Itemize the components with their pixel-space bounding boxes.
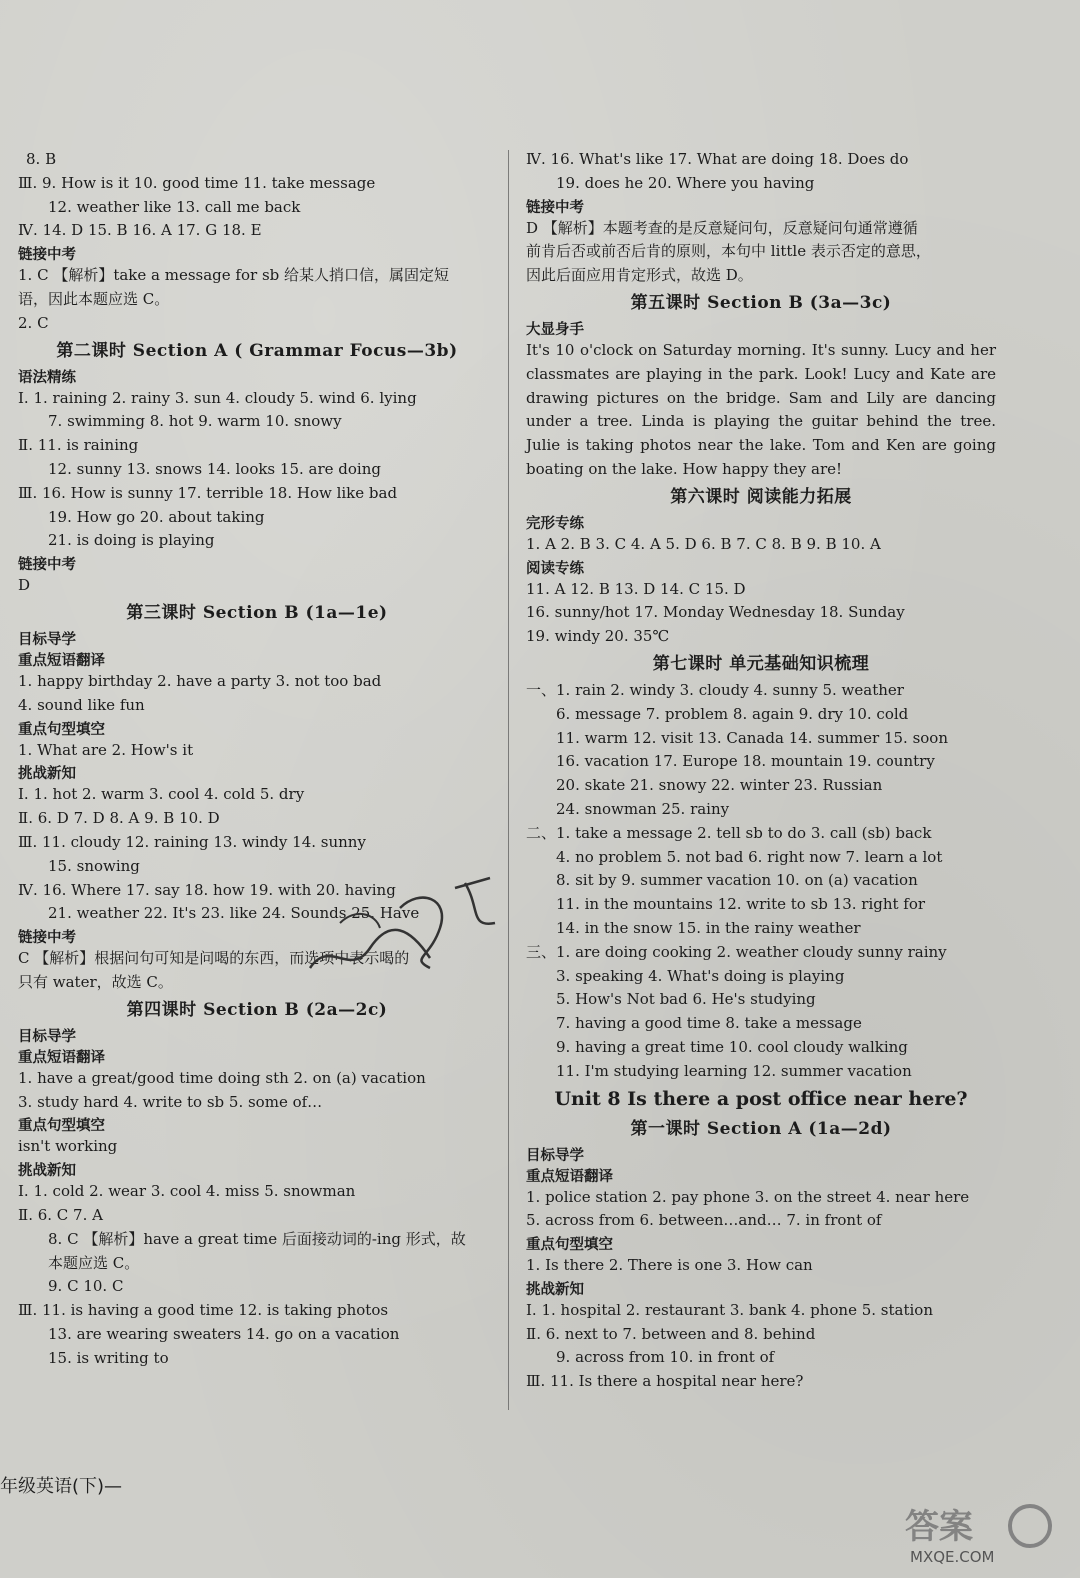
section-label: 链接中考 bbox=[18, 247, 76, 264]
answer-line: 1. A 2. B 3. C 4. A 5. D 6. B 7. C 8. B 9. B 10. A bbox=[526, 534, 881, 553]
answer-line: 21. is doing is playing bbox=[48, 531, 215, 550]
answer-line: 1. police station 2. pay phone 3. on the street 4. near here bbox=[526, 1187, 970, 1206]
answer-line: Ⅳ. 16. Where 17. say 18. how 19. with 20. having bbox=[18, 880, 396, 899]
answer-line: C 【解析】根据问句可知是问喝的东西，而选项中表示喝的 bbox=[18, 949, 410, 968]
answer-line: 11. warm 12. visit 13. Canada 14. summer 15. soon bbox=[556, 728, 948, 747]
answer-line: 6. message 7. problem 8. again 9. dry 10. cold bbox=[556, 704, 909, 723]
footer-title: 年级英语(下)— bbox=[0, 1476, 123, 1497]
answer-line: 7. swimming 8. hot 9. warm 10. snowy bbox=[48, 412, 342, 431]
answer-line: Ⅲ. 11. is having a good time 12. is taking photos bbox=[18, 1301, 389, 1320]
section-heading: 第七课时 单元基础知识梳理 bbox=[652, 653, 870, 674]
answer-line: 3. speaking 4. What's doing is playing bbox=[556, 966, 845, 985]
section-label: 完形专练 bbox=[526, 515, 584, 532]
answer-line: Ⅲ. 11. Is there a hospital near here? bbox=[526, 1372, 804, 1391]
section-label: 重点句型填空 bbox=[18, 721, 105, 738]
section-label: 重点短语翻译 bbox=[526, 1168, 613, 1185]
answer-line: Ⅰ. 1. raining 2. rainy 3. sun 4. cloudy 5. wind 6. lying bbox=[18, 388, 417, 407]
section-label: 重点短语翻译 bbox=[18, 652, 105, 669]
answer-line: 19. does he 20. Where you having bbox=[556, 173, 815, 192]
answer-line: 11. A 12. B 13. D 14. C 15. D bbox=[526, 579, 746, 598]
section-heading: 第二课时 Section A ( Grammar Focus—3b) bbox=[56, 340, 458, 361]
answer-line: 1. Is there 2. There is one 3. How can bbox=[526, 1256, 813, 1275]
answer-line: 16. vacation 17. Europe 18. mountain 19. country bbox=[556, 752, 935, 771]
answer-line: 4. sound like fun bbox=[18, 695, 145, 714]
answer-line: D 【解析】本题考查的是反意疑问句，反意疑问句通常遵循 bbox=[526, 218, 918, 237]
answer-line: Ⅰ. 1. cold 2. wear 3. cool 4. miss 5. snowman bbox=[18, 1182, 356, 1201]
section-heading: 第六课时 阅读能力拓展 bbox=[670, 486, 852, 507]
answer-line: 语，因此本题应选 C。 bbox=[18, 289, 170, 308]
answer-line: 二、1. take a message 2. tell sb to do 3. call (sb) back bbox=[526, 823, 932, 842]
section-heading: 第三课时 Section B (1a—1e) bbox=[126, 602, 388, 623]
answer-line: 21. weather 22. It's 23. like 24. Sounds 25. Have bbox=[48, 904, 420, 923]
watermark-logo bbox=[890, 1500, 1070, 1570]
answer-line: D bbox=[18, 576, 31, 595]
answer-line: 11. in the mountains 12. write to sb 13. right for bbox=[556, 895, 926, 914]
answer-line: 20. skate 21. snowy 22. winter 23. Russian bbox=[556, 776, 883, 795]
answer-line: 一、1. rain 2. windy 3. cloudy 4. sunny 5. weather bbox=[526, 680, 904, 699]
answer-line: 13. are wearing sweaters 14. go on a vacation bbox=[48, 1324, 400, 1343]
answer-line: 15. snowing bbox=[48, 856, 140, 875]
section-label: 大显身手 bbox=[526, 321, 584, 338]
answer-line: 19. How go 20. about taking bbox=[48, 507, 265, 526]
unit-title: Unit 8 Is there a post office near here? bbox=[554, 1087, 968, 1110]
answer-line: 2. C bbox=[18, 313, 49, 332]
answer-line: 12. sunny 13. snows 14. looks 15. are doing bbox=[48, 459, 381, 478]
section-label: 链接中考 bbox=[18, 930, 76, 947]
section-label: 语法精练 bbox=[18, 369, 76, 386]
section-heading: 第四课时 Section B (2a—2c) bbox=[126, 999, 388, 1020]
section-label: 重点句型填空 bbox=[18, 1118, 105, 1135]
answer-line: 9. across from 10. in front of bbox=[556, 1348, 775, 1367]
answer-line: 19. windy 20. 35℃ bbox=[526, 627, 670, 646]
answer-line: 1. C 【解析】take a message for sb 给某人捎口信，属固定短 bbox=[18, 266, 450, 285]
left-column bbox=[18, 148, 496, 1370]
section-label: 目标导学 bbox=[526, 1147, 584, 1164]
answer-line: 4. no problem 5. not bad 6. right now 7. learn a lot bbox=[556, 847, 943, 866]
handwritten-scribble bbox=[280, 868, 510, 988]
svg-text:答案: 答案 bbox=[905, 1507, 973, 1547]
answer-line: Ⅱ. 11. is raining bbox=[18, 436, 139, 455]
answer-line: 15. is writing to bbox=[48, 1348, 169, 1367]
answer-line: 8. sit by 9. summer vacation 10. on (a) vacation bbox=[556, 871, 918, 890]
answer-line: 只有 water，故选 C。 bbox=[18, 972, 173, 991]
answer-line: 11. I'm studying learning 12. summer vacation bbox=[556, 1061, 912, 1080]
svg-text:MXQE.COM: MXQE.COM bbox=[910, 1548, 995, 1566]
section-label: 重点句型填空 bbox=[526, 1237, 613, 1254]
answer-line: 9. C 10. C bbox=[48, 1277, 124, 1296]
section-label: 链接中考 bbox=[526, 199, 584, 216]
answer-line: Ⅱ. 6. C 7. A bbox=[18, 1205, 103, 1224]
section-label: 目标导学 bbox=[18, 1028, 76, 1045]
answer-line: 24. snowman 25. rainy bbox=[556, 799, 730, 818]
answer-line: 9. having a great time 10. cool cloudy walking bbox=[556, 1037, 908, 1056]
section-label: 挑战新知 bbox=[526, 1281, 584, 1298]
answer-line: 3. study hard 4. write to sb 5. some of… bbox=[18, 1092, 323, 1111]
column-divider bbox=[508, 150, 509, 1410]
answer-line: 8. B bbox=[26, 150, 57, 168]
answer-line: Ⅲ. 11. cloudy 12. raining 13. windy 14. sunny bbox=[18, 832, 366, 851]
answer-line: 8. C 【解析】have a great time 后面接动词的-ing 形式，故 bbox=[48, 1229, 466, 1248]
section-label: 阅读专练 bbox=[526, 560, 584, 577]
answer-line: 因此后面应用肯定形式，故选 D。 bbox=[526, 266, 753, 285]
section-heading: 第五课时 Section B (3a—3c) bbox=[630, 292, 892, 313]
answer-line: 1. have a great/good time doing sth 2. on (a) vacation bbox=[18, 1068, 426, 1087]
section-label: 目标导学 bbox=[18, 631, 76, 648]
answer-line: 本题应选 C。 bbox=[48, 1253, 140, 1272]
section-heading: 第一课时 Section A (1a—2d) bbox=[630, 1118, 892, 1139]
answer-line: Ⅰ. 1. hot 2. warm 3. cool 4. cold 5. dry bbox=[18, 785, 305, 804]
answer-line: 前肯后否或前否后肯的原则，本句中 little 表示否定的意思， bbox=[526, 242, 931, 261]
answer-line: 7. having a good time 8. take a message bbox=[556, 1014, 862, 1033]
answer-line: Ⅳ. 14. D 15. B 16. A 17. G 18. E bbox=[18, 221, 262, 240]
answer-line: 12. weather like 13. call me back bbox=[48, 197, 301, 216]
answer-line: 5. across from 6. between…and… 7. in front of bbox=[526, 1211, 882, 1230]
right-column bbox=[526, 148, 996, 1394]
passage-paragraph: It's 10 o'clock on Saturday morning. It's sunny. Lucy and her classmates are playing in the park. Look! Lucy and Kate are drawing pictures on the bridge. Sam and Lily are dancing under a tree. Linda is playing the guitar behind the tree. Julie is taking photos near the lake. Tom and Ken are going boating on the lake. How happy they are! bbox=[526, 340, 996, 478]
answer-line: 1. What are 2. How's it bbox=[18, 740, 194, 759]
answer-line: Ⅱ. 6. next to 7. between and 8. behind bbox=[526, 1324, 816, 1343]
answer-line: 1. happy birthday 2. have a party 3. not too bad bbox=[18, 671, 382, 690]
answer-line: Ⅳ. 16. What's like 17. What are doing 18. Does do bbox=[526, 150, 909, 168]
answer-line: Ⅲ. 16. How is sunny 17. terrible 18. How like bad bbox=[18, 483, 398, 502]
answer-line: 14. in the snow 15. in the rainy weather bbox=[556, 918, 861, 937]
answer-line: 三、1. are doing cooking 2. weather cloudy sunny rainy bbox=[526, 942, 947, 961]
section-label: 挑战新知 bbox=[18, 766, 76, 783]
answer-line: 5. How's Not bad 6. He's studying bbox=[556, 990, 816, 1009]
answer-line: Ⅱ. 6. D 7. D 8. A 9. B 10. D bbox=[18, 809, 220, 828]
section-label: 链接中考 bbox=[18, 557, 76, 574]
answer-line: Ⅰ. 1. hospital 2. restaurant 3. bank 4. phone 5. station bbox=[526, 1300, 933, 1319]
answer-line: 16. sunny/hot 17. Monday Wednesday 18. Sunday bbox=[526, 603, 905, 622]
section-label: 挑战新知 bbox=[18, 1163, 76, 1180]
section-label: 重点短语翻译 bbox=[18, 1049, 105, 1066]
answer-line: Ⅲ. 9. How is it 10. good time 11. take message bbox=[18, 173, 376, 192]
answer-line: isn't working bbox=[18, 1137, 118, 1156]
